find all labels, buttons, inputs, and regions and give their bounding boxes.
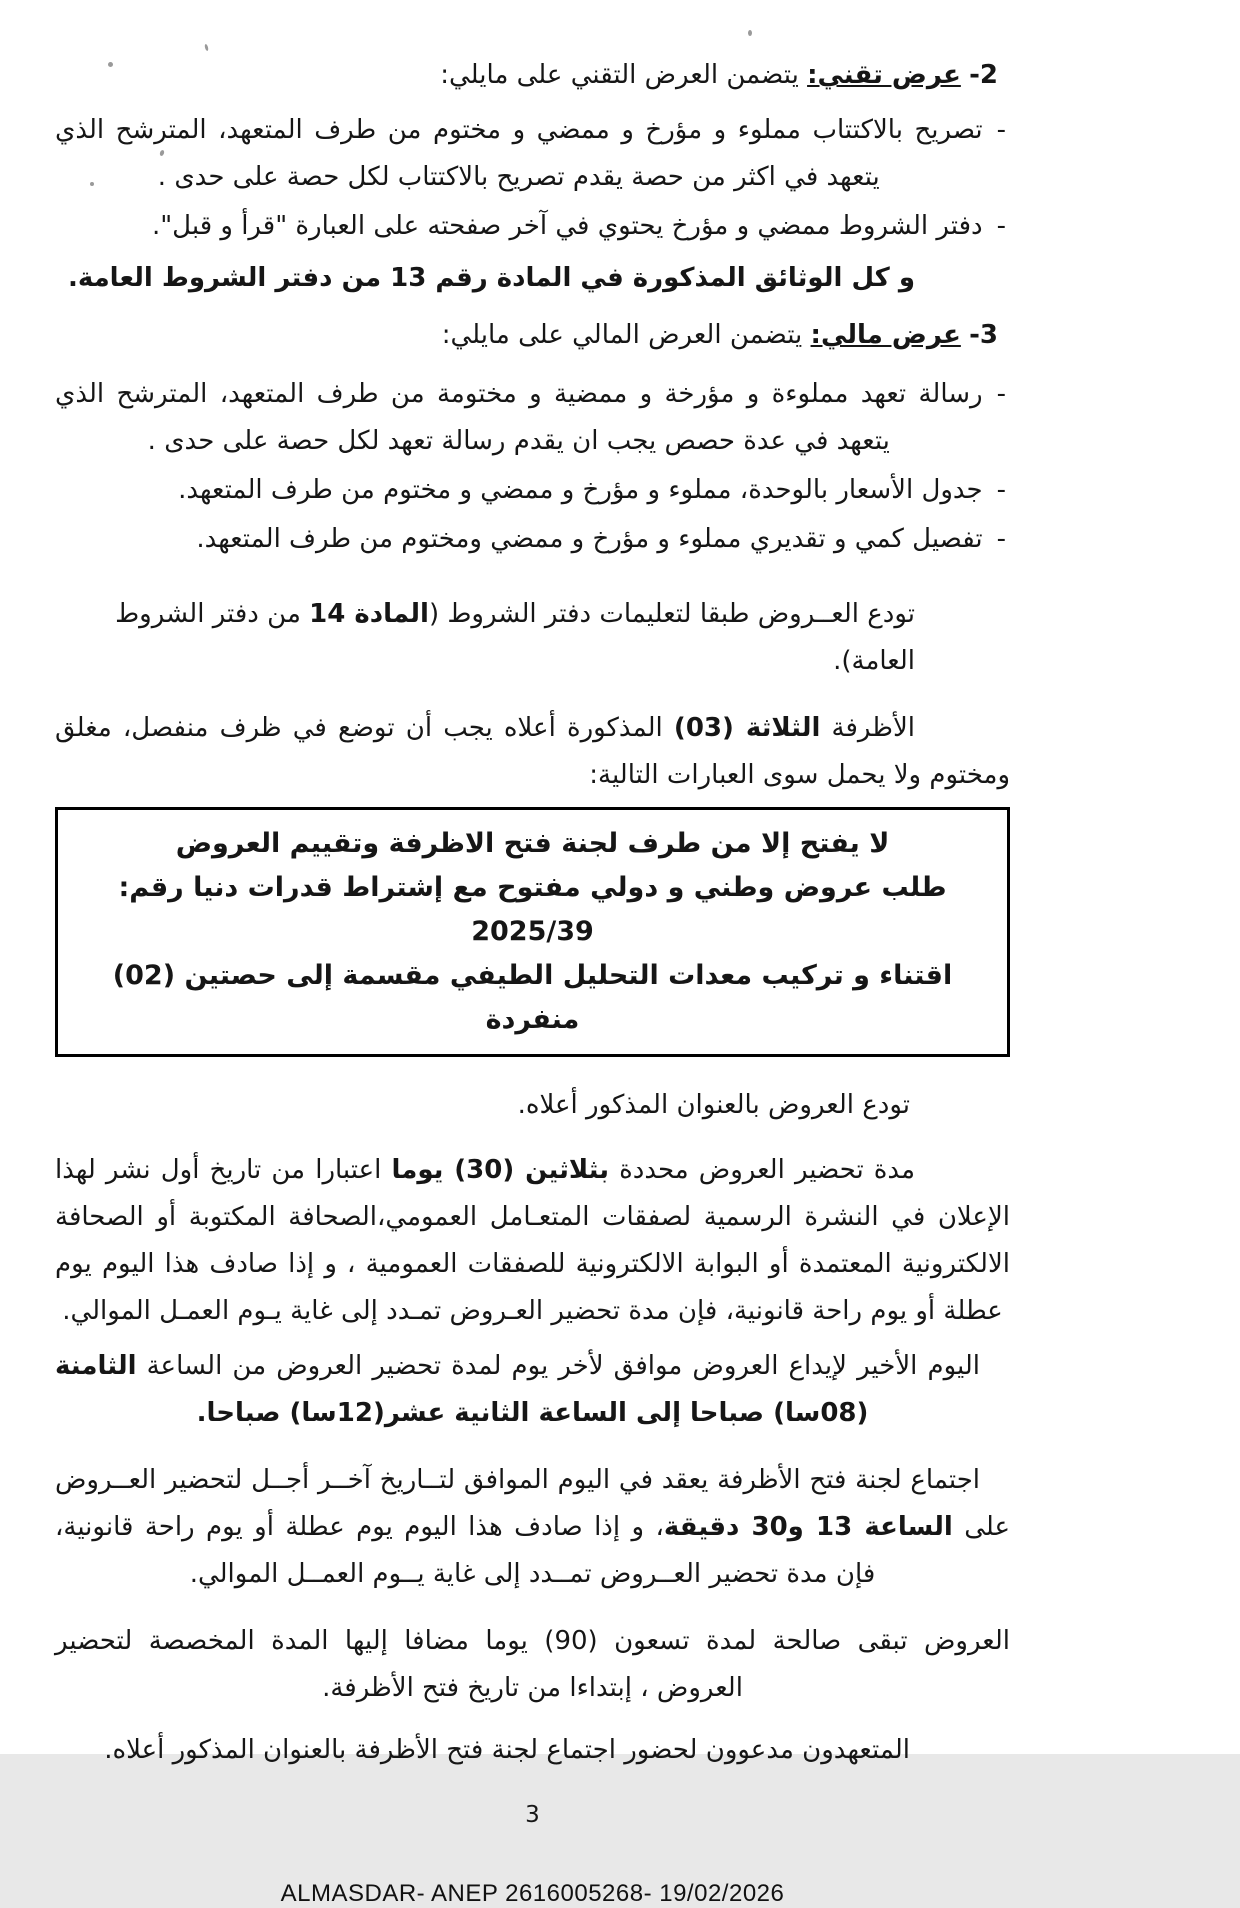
list-item-text: تفصيل كمي و تقديري مملوء و مؤرخ و ممضي ومختوم من طرف المتعهد. <box>196 524 983 554</box>
paragraph-opening-meeting: اجتماع لجنة فتح الأظرفة يعقد في اليوم الموافق لتــاريخ آخــر أجــل لتحضير العــروض على الساعة 13 و30 دقيقة، و إذا صادف هذا اليوم يوم عطلة أو يوم راحة قانونية، فإن مدة تحضير العــروض تمــدد إلى غاية يــوم العمــل الموالي. <box>55 1465 1010 1589</box>
paragraph-preparation-period: مدة تحضير العروض محددة بثلاثين (30) يوما اعتبارا من تاريخ أول نشر لهذا الإعلان في النشرة الرسمية لصفقات المتعـامل العمومي،الصحافة المكتوبة أو الصحافة الالكترونية المعتمدة أو البوابة الالكترونية للصفقات العمومية ، و إذا صادف هذا اليوم يوم عطلة أو يوم راحة قانونية، فإن مدة تحضير العـروض تمـدد إلى غاية يـوم العمـل الموالي. <box>55 1155 1010 1326</box>
list-item <box>55 203 1010 250</box>
thirty-days-bold: بثلاثين (30) يوما <box>391 1155 610 1185</box>
envelope-box-line2: طلب عروض وطني و دولي مفتوح مع إشتراط قدرات دنيا رقم: 2025/39 <box>118 872 947 947</box>
bullet-dash: - <box>996 115 1006 145</box>
hours-bold: الثامنة (08سا) صباحا إلى الساعة الثانية عشر(12سا) صباحا. <box>55 1351 869 1428</box>
list-item-text: رسالة تعهد مملوءة و مؤرخة و ممضية و مختومة من طرف المتعهد، المترشح الذي يتعهد في عدة حصص يجب ان يقدم رسالة تعهد لكل حصة على حدى . <box>55 379 983 456</box>
page-number: 3 <box>525 1802 540 1828</box>
list-item-text: تصريح بالاكتتاب مملوء و مؤرخ و ممضي و مختوم من طرف المتعهد، المترشح الذي يتعهد في اكثر من حصة يقدم تصريح بالاكتتاب لكل حصة على حدى . <box>55 115 983 192</box>
scan-speck <box>108 62 113 67</box>
bullet-dash: - <box>996 211 1006 241</box>
scan-speck <box>204 44 209 52</box>
section-number: 2- <box>969 60 998 90</box>
paragraph-submission-rule: تودع العــروض طبقا لتعليمات دفتر الشروط (المادة 14 من دفتر الشروط العامة). <box>115 599 915 676</box>
three-03-bold: الثلاثة (03) <box>673 713 821 743</box>
bullet-dash: - <box>996 475 1006 505</box>
heading-financial-offer <box>55 312 1010 359</box>
list-item-text: دفتر الشروط ممضي و مؤرخ يحتوي في آخر صفحته على العبارة "قرأ و قبل". <box>151 211 983 241</box>
heading-technical-offer <box>55 52 1010 99</box>
bullet-dash: - <box>996 524 1006 554</box>
article-14-bold: المادة 14 <box>309 599 429 629</box>
bullet-dash: - <box>996 379 1006 409</box>
section-title: عرض تقني: <box>807 60 961 90</box>
scan-speck <box>748 30 752 36</box>
list-item <box>55 371 1010 465</box>
footer-anep-reference: ALMASDAR- ANEP 2616005268- 19/02/2026 <box>280 1880 785 1907</box>
list-item-text: جدول الأسعار بالوحدة، مملوء و مؤرخ و ممضي و مختوم من طرف المتعهد. <box>178 475 983 505</box>
paragraph-offer-validity: العروض تبقى صالحة لمدة تسعون (90) يوما مضافا إليها المدة المخصصة لتحضير العروض ، إبتداءا من تاريخ فتح الأظرفة. <box>55 1626 1010 1703</box>
paragraph-three-envelopes: الأظرفة الثلاثة (03) المذكورة أعلاه يجب أن توضع في ظرف منفصل، مغلق ومختوم ولا يحمل سوى العبارات التالية: <box>55 713 1010 790</box>
scan-speck <box>90 182 94 186</box>
financial-bullets <box>55 371 1010 563</box>
section-number: 3- <box>969 320 998 350</box>
envelope-label-box <box>55 807 1010 1057</box>
section-title: عرض مالي: <box>810 320 961 350</box>
list-item <box>55 516 1010 563</box>
time-1330-bold: الساعة 13 و30 دقيقة <box>663 1512 953 1542</box>
paragraph-bidders-invitation: المتعهدون مدعوون لحضور اجتماع لجنة فتح الأظرفة بالعنوان المذكور أعلاه. <box>104 1735 910 1765</box>
list-item <box>55 467 1010 514</box>
section-intro: يتضمن العرض المالي على مايلي: <box>441 320 803 350</box>
paragraph-deposit-address: تودع العروض بالعنوان المذكور أعلاه. <box>517 1090 910 1120</box>
list-item <box>55 107 1010 201</box>
paragraph-last-deposit-day: اليوم الأخير لإيداع العروض موافق لأخر يوم لمدة تحضير العروض من الساعة الثامنة (08سا) صباحا إلى الساعة الثانية عشر(12سا) صباحا. <box>55 1351 980 1428</box>
paragraph-all-documents: و كل الوثائق المذكورة في المادة رقم 13 من دفتر الشروط العامة. <box>67 263 915 293</box>
envelope-box-line1: لا يفتح إلا من طرف لجنة فتح الاظرفة وتقييم العروض <box>175 828 890 859</box>
envelope-box-line3: اقتناء و تركيب معدات التحليل الطيفي مقسمة إلى حصتين (02) منفردة <box>112 960 953 1035</box>
section-intro: يتضمن العرض التقني على مايلي: <box>440 60 799 90</box>
technical-bullets <box>55 107 1010 250</box>
